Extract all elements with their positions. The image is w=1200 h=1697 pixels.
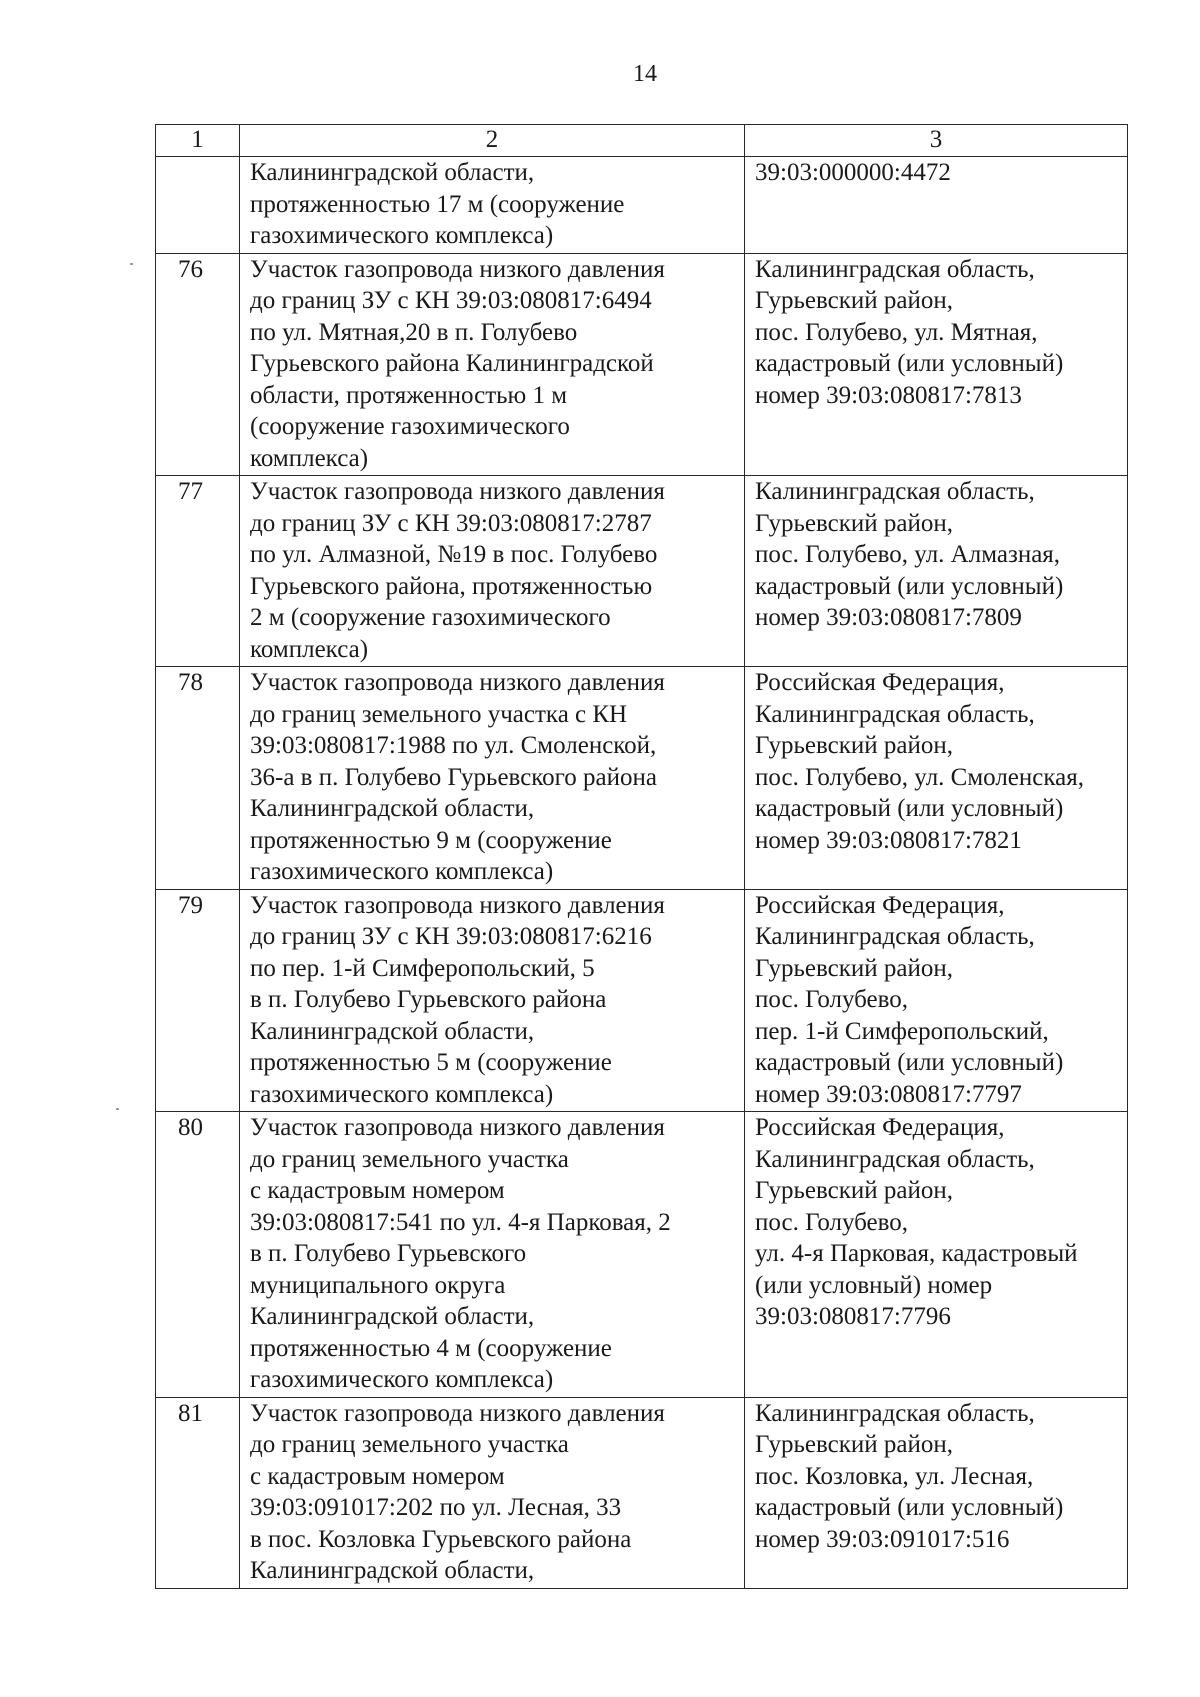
table-row xyxy=(156,157,1128,254)
table-row xyxy=(156,1397,1128,1588)
table-header-row xyxy=(156,125,1128,157)
row-description: Калининградской области, протяженностью 17 м (сооружение газохимического комплекса) xyxy=(240,157,745,254)
row-address: Российская Федерация, Калининградская область, Гурьевский район, пос. Голубево, пер. 1-й Симферопольский, кадастровый (или условный) номер 39:03:080817:7797 xyxy=(745,889,1128,1112)
row-description: Участок газопровода низкого давления до границ ЗУ с КН 39:03:080817:6494 по ул. Мятная,20 в п. Голубево Гурьевского района Калининградской области, протяженностью 1 м (сооружение газохимического комплекса) xyxy=(240,253,745,476)
scan-speck xyxy=(130,263,133,265)
row-address: Российская Федерация, Калининградская область, Гурьевский район, пос. Голубево, ул. 4-я Парковая, кадастровый (или условный) номер 39:03:080817:7796 xyxy=(745,1112,1128,1398)
row-address: Калининградская область, Гурьевский район, пос. Голубево, ул. Мятная, кадастровый (или условный) номер 39:03:080817:7813 xyxy=(745,253,1128,476)
row-address: Калининградская область, Гурьевский район, пос. Козловка, ул. Лесная, кадастровый (или условный) номер 39:03:091017:516 xyxy=(745,1397,1128,1588)
row-description: Участок газопровода низкого давления до границ ЗУ с КН 39:03:080817:6216 по пер. 1-й Симферопольский, 5 в п. Голубево Гурьевского района Калининградской области, протяженностью 5 м (сооружение газохимического комплекса) xyxy=(240,889,745,1112)
row-address: Российская Федерация, Калининградская область, Гурьевский район, пос. Голубево, ул. Смоленская, кадастровый (или условный) номер 39:03:080817:7821 xyxy=(745,667,1128,890)
row-number: 79 xyxy=(156,889,240,1112)
table-row xyxy=(156,667,1128,890)
row-number: 77 xyxy=(156,476,240,667)
row-number xyxy=(156,157,240,254)
table-row xyxy=(156,1112,1128,1398)
row-number: 78 xyxy=(156,667,240,890)
row-number: 81 xyxy=(156,1397,240,1588)
table-row xyxy=(156,253,1128,476)
page-number: 14 xyxy=(633,61,657,87)
row-description: Участок газопровода низкого давления до границ ЗУ с КН 39:03:080817:2787 по ул. Алмазной, №19 в пос. Голубево Гурьевского района, протяженностью 2 м (сооружение газохимического комплекса) xyxy=(240,476,745,667)
row-address: Калининградская область, Гурьевский район, пос. Голубево, ул. Алмазная, кадастровый (или условный) номер 39:03:080817:7809 xyxy=(745,476,1128,667)
column-header-number: 1 xyxy=(156,125,240,157)
column-header-address: 3 xyxy=(745,125,1128,157)
row-number: 80 xyxy=(156,1112,240,1398)
row-description: Участок газопровода низкого давления до границ земельного участка с кадастровым номером 39:03:091017:202 по ул. Лесная, 33 в пос. Козловка Гурьевского района Калининградской области, xyxy=(240,1397,745,1588)
row-description: Участок газопровода низкого давления до границ земельного участка с КН 39:03:080817:1988 по ул. Смоленской, 36-а в п. Голубево Гурьевского района Калининградской области, протяженностью 9 м (сооружение газохимического комплекса) xyxy=(240,667,745,890)
row-number: 76 xyxy=(156,253,240,476)
table-row xyxy=(156,889,1128,1112)
scan-speck xyxy=(116,1108,119,1110)
column-header-description: 2 xyxy=(240,125,745,157)
row-address: 39:03:000000:4472 xyxy=(745,157,1128,254)
table-row xyxy=(156,476,1128,667)
row-description: Участок газопровода низкого давления до границ земельного участка с кадастровым номером 39:03:080817:541 по ул. 4-я Парковая, 2 в п. Голубево Гурьевского муниципального округа Калининградской области, протяженностью 4 м (сооружение газохимического комплекса) xyxy=(240,1112,745,1398)
objects-table xyxy=(155,124,1128,1589)
